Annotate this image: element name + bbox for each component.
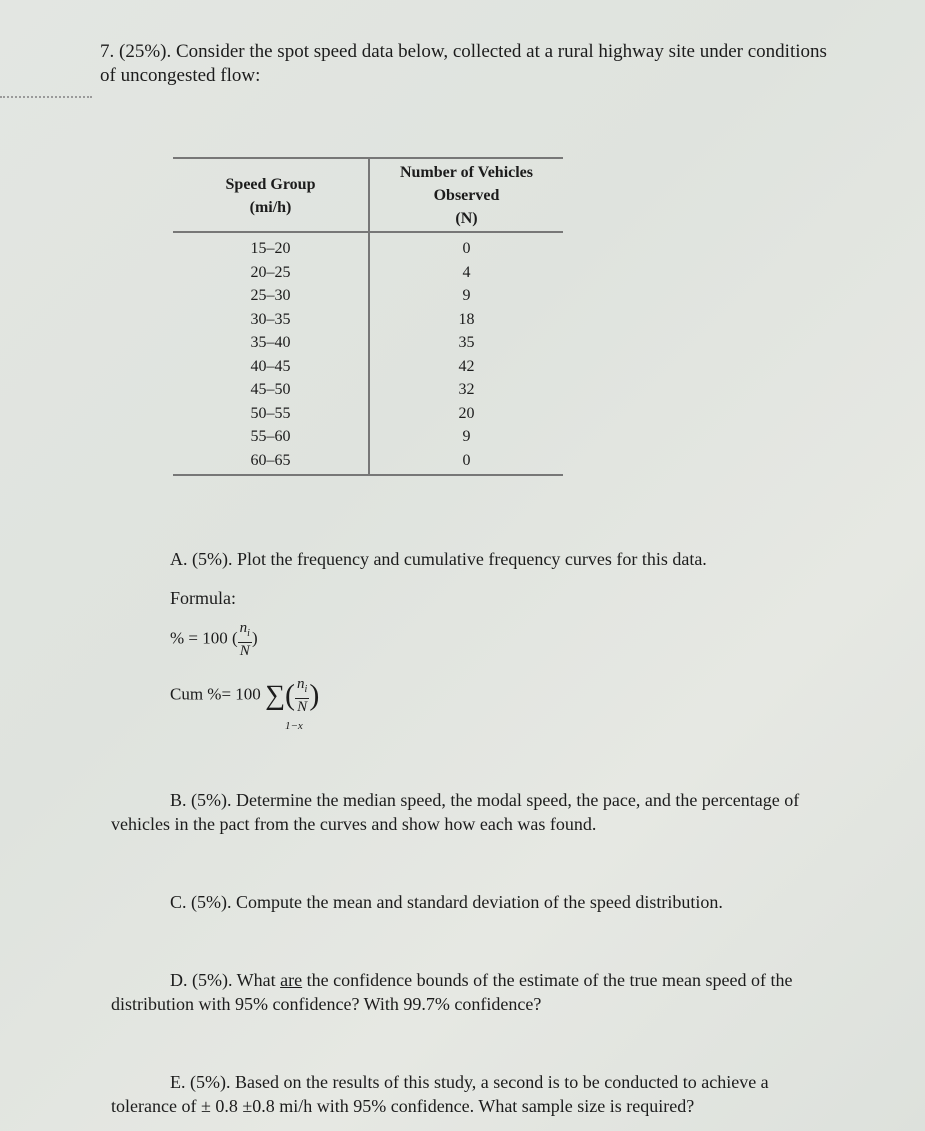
- fraction: $\frac{n_i}{N}$: [239, 620, 250, 659]
- formula-label: Formula:: [170, 588, 236, 608]
- question-title-line1: 7. (25%). Consider the spot speed data below, collected at a rural highway site under conditions: [100, 41, 827, 62]
- table-row: [173, 331, 563, 355]
- table-row: [173, 232, 563, 261]
- count-cell: 4: [462, 263, 471, 281]
- count-cell: 32: [458, 381, 475, 398]
- part-b-line1: B. (5%). Determine the median speed, the modal speed, the pace, and the percentage of: [170, 790, 800, 810]
- percent-formula: [170, 620, 258, 659]
- count-cell: 0: [462, 240, 471, 257]
- table-row: [173, 355, 563, 379]
- table-row: [173, 402, 563, 426]
- speed-cell: 30–35: [173, 308, 369, 332]
- cum-formula-prefix: Cum %= 100: [170, 684, 261, 704]
- speed-cell: 45–50: [173, 378, 369, 402]
- table-row: [173, 449, 563, 476]
- table-row: [173, 425, 563, 449]
- table-row: [173, 284, 563, 308]
- cumulative-formula: Cum %= 100 ∑( $\frac{n_i}{N}$ ): [170, 676, 320, 715]
- count-cell: 20: [458, 404, 475, 422]
- speed-cell: 15–20: [173, 232, 369, 261]
- sigma-icon: ∑: [265, 679, 286, 711]
- question-title-line2: of uncongested flow:: [100, 65, 261, 86]
- count-cell: 0: [369, 449, 563, 476]
- dotted-divider: [0, 96, 92, 98]
- part-d-line2: distribution with 95% confidence? With 99.7% confidence?: [111, 994, 542, 1014]
- speed-data-table: [173, 157, 563, 476]
- percent-formula-suffix: ): [251, 628, 258, 648]
- part-b-line2: vehicles in the pact from the curves and show how each was found.: [111, 814, 597, 834]
- part-d-line1: D. (5%). What are the confidence bounds of the estimate of the true mean speed of the: [170, 970, 793, 990]
- part-e-line1: E. (5%). Based on the results of this study, a second is to be conducted to achieve a: [170, 1072, 769, 1092]
- fraction: $\frac{n_i}{N}$: [297, 676, 308, 715]
- count-cell: 9: [462, 428, 471, 445]
- speed-cell: 50–55: [173, 402, 369, 426]
- part-c-text: C. (5%). Compute the mean and standard deviation of the speed distribution.: [170, 892, 723, 912]
- speed-cell: 35–40: [173, 331, 369, 355]
- speed-cell: 55–60: [173, 425, 369, 449]
- speed-group-header: Speed Group (mi/h): [173, 158, 369, 232]
- table-row: [173, 261, 563, 285]
- sum-limit: 1−x: [285, 720, 303, 732]
- count-cell: 18: [458, 310, 475, 328]
- question-title: [100, 40, 910, 88]
- count-cell: 35: [458, 334, 475, 351]
- part-a-text: A. (5%). Plot the frequency and cumulative frequency curves for this data.: [170, 549, 707, 569]
- speed-cell: 40–45: [173, 355, 369, 379]
- table-row: [173, 308, 563, 332]
- vehicles-header: Number of Vehicles Observed (N): [369, 158, 563, 232]
- table-row: [173, 378, 563, 402]
- percent-formula-prefix: % = 100 (: [170, 628, 238, 648]
- part-e-line2: tolerance of ± 0.8 ±0.8 mi/h with 95% confidence. What sample size is required?: [111, 1096, 695, 1116]
- speed-cell: 60–65: [173, 449, 369, 476]
- speed-cell: 25–30: [173, 284, 369, 308]
- speed-cell: 20–25: [173, 261, 369, 285]
- count-cell: 9: [462, 287, 471, 304]
- count-cell: 42: [458, 357, 475, 375]
